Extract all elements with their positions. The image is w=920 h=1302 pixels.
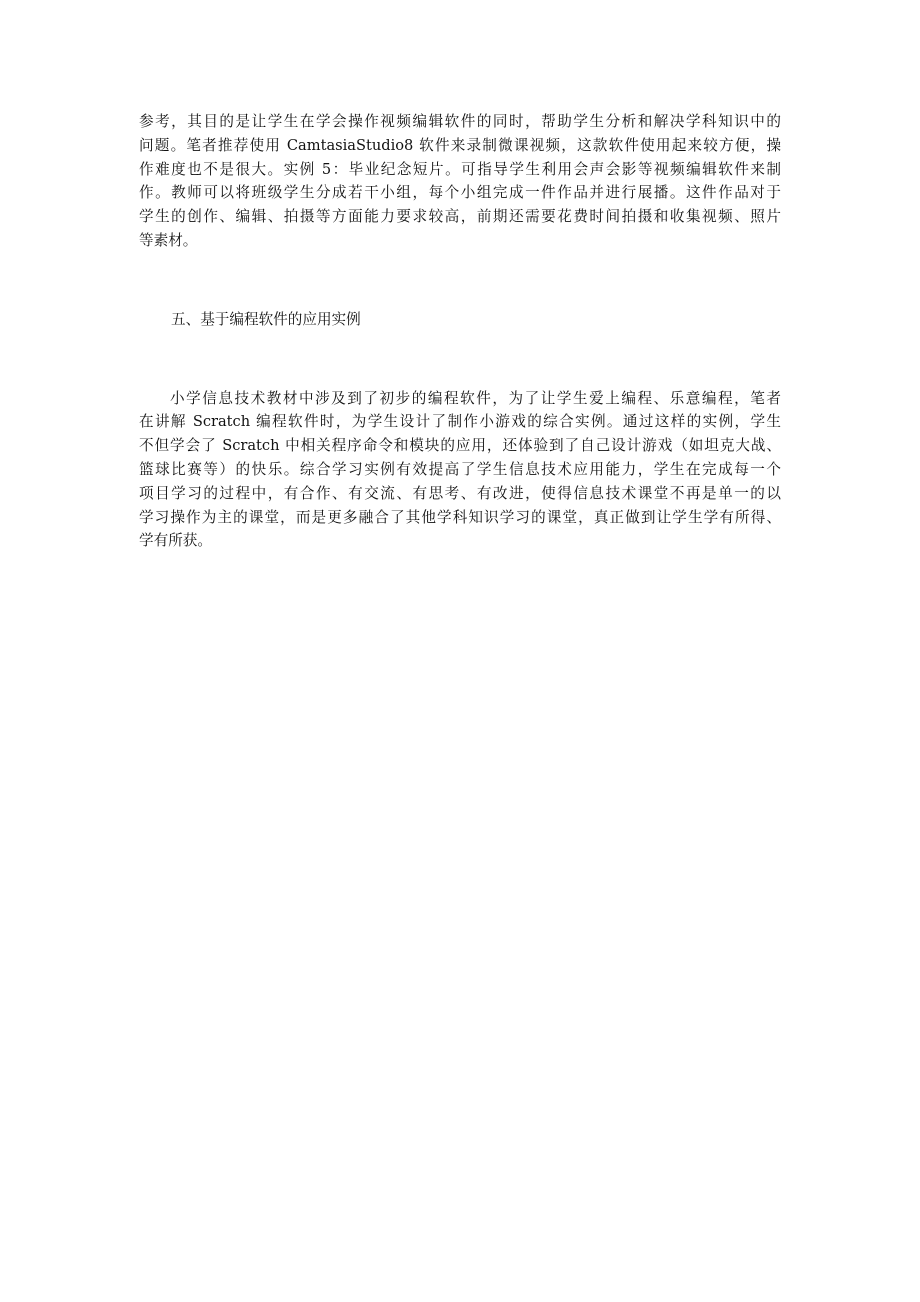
document-body [139,110,781,553]
paragraph-programming [139,387,781,554]
text-line: 在讲解 Scratch 编程软件时，为学生设计了制作小游戏的综合实例。通过这样的实例，学生 [139,413,781,431]
text-line: 作难度也不是很大。实例 5：毕业纪念短片。可指导学生利用会声会影等视频编辑软件来制 [139,160,781,178]
text-line: 问题。笔者推荐使用 CamtasiaStudio8 软件来录制微课视频，这款软件使用起来较方便，操 [139,136,781,154]
text-line: 不但学会了 Scratch 中相关程序命令和模块的应用，还体验到了自己设计游戏（如坦克大战、 [139,437,781,455]
text-line: 篮球比赛等）的快乐。综合学习实例有效提高了学生信息技术应用能力，学生在完成每一个 [139,460,781,478]
section-heading: 五、基于编程软件的应用实例 [171,310,361,328]
paragraph-video-editing [139,110,781,253]
text-line: 学生的创作、编辑、拍摄等方面能力要求较高，前期还需要花费时间拍摄和收集视频、照片 [139,208,781,226]
spacer [139,332,781,387]
text-line: 参考，其目的是让学生在学会操作视频编辑软件的同时，帮助学生分析和解决学科知识中的 [139,113,781,130]
text-line: 等素材。 [139,231,198,249]
text-line: 作。教师可以将班级学生分成若干小组，每个小组完成一件作品并进行展播。这件作品对于 [139,184,781,202]
text-line: 学习操作为主的课堂，而是更多融合了其他学科知识学习的课堂，真正做到让学生学有所得、 [139,508,781,526]
text-line: 学有所获。 [139,532,212,550]
text-line: 项目学习的过程中，有合作、有交流、有思考、有改进，使得信息技术课堂不再是单一的以 [139,484,781,502]
text-line: 小学信息技术教材中涉及到了初步的编程软件，为了让学生爱上编程、乐意编程，笔者 [170,389,781,407]
spacer [139,253,781,308]
